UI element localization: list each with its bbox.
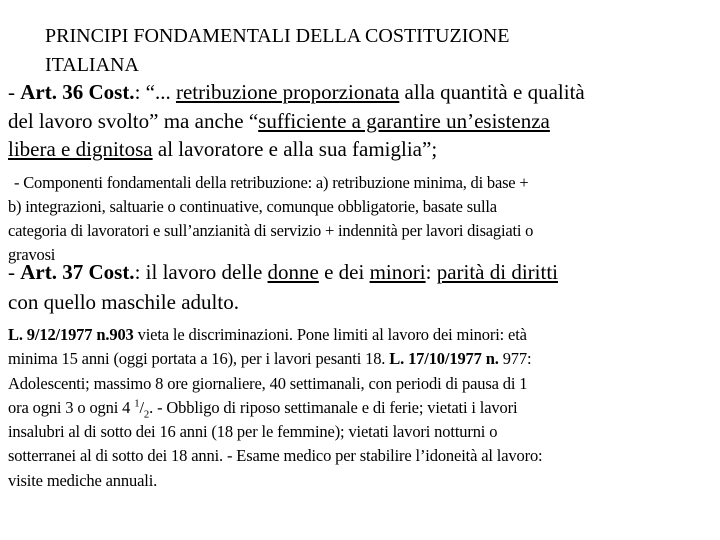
text-line xyxy=(8,171,720,195)
text-segment: vieta le discriminazioni. Pone limiti al lavoro dei minori: età xyxy=(133,325,527,344)
bold-reference: Art. 37 Cost. xyxy=(20,260,135,284)
text-segment: con quello maschile adulto. xyxy=(8,290,239,314)
paragraph-componenti-retribuzione xyxy=(8,171,720,267)
text-segment: / xyxy=(139,397,144,417)
text-segment: : “... xyxy=(134,80,176,104)
bold-reference: L. 17/10/1977 n. xyxy=(389,349,499,369)
text-line xyxy=(8,444,720,468)
underlined-text: sufficiente a garantire un’esistenza xyxy=(258,108,550,133)
text-segment: gravosi xyxy=(8,245,56,264)
text-line xyxy=(8,420,720,444)
text-line xyxy=(45,51,720,80)
text-line xyxy=(8,287,720,317)
underlined-text: libera e dignitosa xyxy=(8,137,153,161)
underlined-text: minori xyxy=(369,260,426,284)
text-segment: 2 xyxy=(143,408,150,421)
text-line xyxy=(8,107,720,136)
bold-reference: L. 9/12/1977 n.903 xyxy=(8,325,134,344)
underlined-text: retribuzione proporzionata xyxy=(175,80,400,104)
text-segment: b) integrazioni, saltuarie o continuative, comunque obbligatorie, basate sulla xyxy=(8,197,497,216)
paragraph-leggi-minori xyxy=(8,323,720,493)
text-segment: visite mediche annuali. xyxy=(8,470,158,490)
underlined-text: donne xyxy=(267,260,319,284)
text-segment: e dei xyxy=(318,260,370,284)
text-line xyxy=(8,396,720,420)
text-line xyxy=(8,469,720,493)
text-segment: ora ogni 3 o ogni 4 xyxy=(8,397,135,417)
text-segment: Adolescenti; massimo 8 ore giornaliere, 40 settimanali, con periodi di pausa di 1 xyxy=(8,373,528,393)
text-segment: - xyxy=(8,80,21,104)
text-segment: - xyxy=(8,260,21,284)
text-segment: minima 15 anni (oggi portata a 16), per i lavori pesanti 18. xyxy=(8,349,390,369)
text-segment: al lavoratore e alla sua famiglia”; xyxy=(152,137,438,161)
text-segment: sotterranei al di sotto dei 18 anni. - Esame medico per stabilire l’idoneità al lavoro: xyxy=(8,446,543,466)
paragraph-art-36 xyxy=(8,78,720,164)
slide-title xyxy=(45,22,720,80)
text-line xyxy=(8,195,720,219)
text-line xyxy=(45,22,720,51)
text-line xyxy=(8,372,720,396)
text-line xyxy=(8,135,720,164)
text-segment: . - Obbligo di riposo settimanale e di ferie; vietati i lavori xyxy=(149,397,518,417)
text-segment: categoria di lavoratori e sull’anzianità di servizio + indennità per lavori disagiati o xyxy=(8,221,534,240)
text-segment: 977: xyxy=(498,349,532,369)
text-segment: 1 xyxy=(134,397,140,410)
text-segment: - Componenti fondamentali della retribuzione: a) retribuzione minima, di base + xyxy=(14,173,529,192)
text-segment: : xyxy=(425,260,437,284)
text-segment: alla quantità e qualità xyxy=(399,80,585,104)
text-segment: insalubri al di sotto dei 16 anni (18 per le femmine); vietati lavori notturni o xyxy=(8,422,498,442)
bold-reference: Art. 36 Cost. xyxy=(20,80,135,104)
text-line xyxy=(8,78,720,107)
underlined-text: parità di diritti xyxy=(436,260,558,284)
text-line xyxy=(8,323,720,347)
text-segment: PRINCIPI FONDAMENTALI DELLA COSTITUZIONE xyxy=(45,25,510,47)
text-segment: del lavoro svolto” ma anche “ xyxy=(8,108,259,133)
paragraph-art-37 xyxy=(8,257,720,317)
text-line xyxy=(8,347,720,371)
text-line xyxy=(8,257,720,287)
text-line xyxy=(8,219,720,243)
text-segment: ITALIANA xyxy=(45,54,139,76)
text-segment: : il lavoro delle xyxy=(134,260,268,284)
